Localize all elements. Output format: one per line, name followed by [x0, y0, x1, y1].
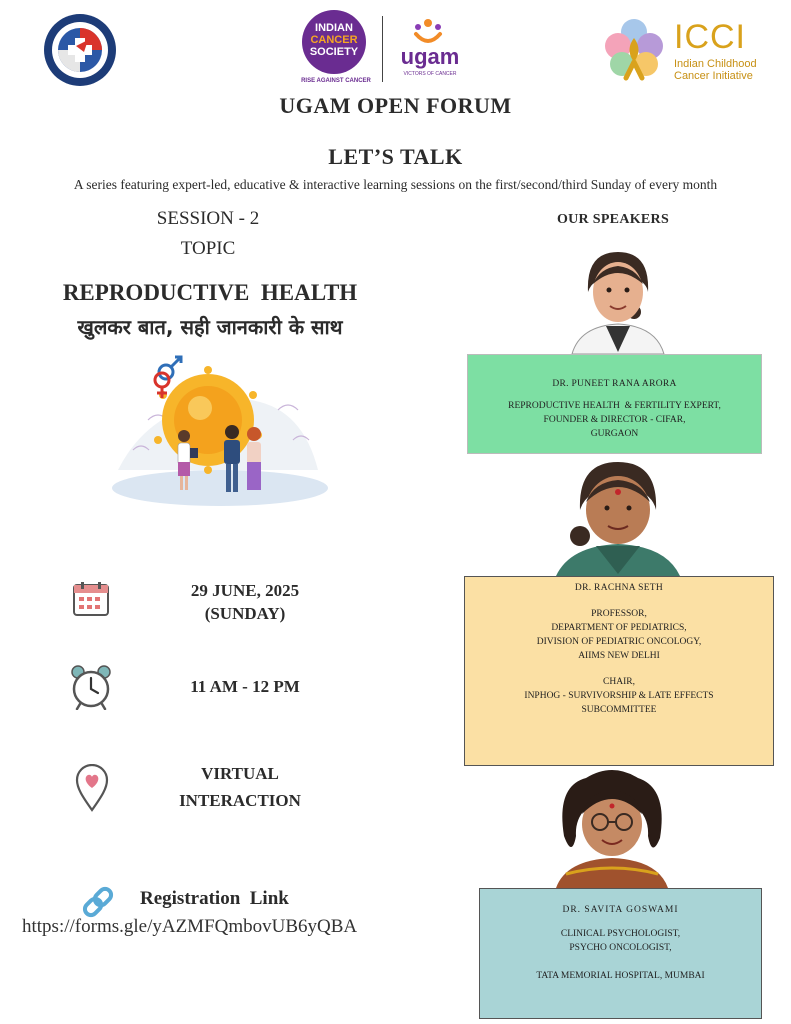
ugam-logo — [392, 18, 468, 82]
speaker-3-line-4: TATA MEMORIAL HOSPITAL, MUMBAI — [536, 971, 705, 981]
speaker-1-line-1: REPRODUCTIVE HEALTH & FERTILITY EXPERT, — [508, 401, 721, 411]
location-heart-icon — [74, 764, 110, 812]
session-number: SESSION - 2 — [156, 208, 260, 229]
speaker-2-line-7: INPHOG - SURVIVORSHIP & LATE EFFECTS — [524, 691, 714, 701]
speaker-2-name: DR. RACHNA SETH — [574, 583, 664, 593]
alarm-clock-icon — [70, 664, 112, 710]
event-date: 29 JUNE, 2025 — [190, 581, 300, 600]
ics-line2: CANCER — [310, 34, 358, 46]
icci-flower-icon — [600, 16, 668, 84]
indian-cancer-society-logo — [298, 8, 376, 92]
ugam-tagline: VICTORS OF CANCER — [403, 71, 457, 77]
icci-abbr: ICCI — [674, 18, 746, 56]
lets-talk-heading: LET’S TALK — [328, 144, 463, 169]
speaker-3-avatar — [556, 766, 668, 888]
speaker-2-line-3: DIVISION OF PEDIATRIC ONCOLOGY, — [536, 637, 702, 647]
topic-hindi: खुलकर बात, सही जानकारी के साथ — [77, 315, 343, 339]
speaker-1-line-3: GURGAON — [590, 429, 639, 439]
speaker-1-avatar — [566, 248, 670, 354]
ics-line1: INDIAN — [315, 22, 353, 34]
speaker-3-line-1: CLINICAL PSYCHOLOGIST, — [560, 929, 681, 939]
ugam-name: ugam — [400, 44, 460, 69]
speakers-heading: OUR SPEAKERS — [556, 212, 670, 227]
icci-logo — [600, 16, 772, 84]
icci-line2: Cancer Initiative — [674, 70, 753, 82]
forum-title: UGAM OPEN FORUM — [279, 93, 512, 118]
speaker-1-name: DR. PUNEET RANA ARORA — [552, 379, 677, 389]
speaker-2-line-4: AIIMS NEW DELHI — [578, 651, 660, 661]
speaker-2-line-1: PROFESSOR, — [591, 609, 647, 619]
reproductive-health-illustration-icon — [108, 350, 330, 514]
speaker-2-line-6: CHAIR, — [603, 677, 635, 687]
icci-line1: Indian Childhood — [674, 58, 757, 70]
ics-line3: SOCIETY — [309, 46, 359, 58]
tata-memorial-emblem-icon — [42, 12, 118, 88]
speaker-1-line-2: FOUNDER & DIRECTOR - CIFAR, — [543, 415, 686, 425]
speaker-2-line-8: SUBCOMMITTEE — [581, 705, 657, 715]
event-day: (SUNDAY) — [204, 604, 286, 623]
registration-link[interactable]: https://forms.gle/yAZMFQmbovUB6yQBA — [22, 916, 358, 937]
calendar-icon — [72, 580, 110, 618]
mode-line2: INTERACTION — [179, 791, 301, 810]
tata-memorial-logo — [42, 12, 118, 88]
registration-label: Registration Link — [140, 888, 289, 909]
reproductive-health-illustration — [108, 350, 330, 514]
speaker-card-1 — [467, 354, 762, 454]
logo-divider — [382, 16, 383, 82]
speaker-card-3 — [479, 888, 762, 1019]
speaker-2-avatar — [556, 456, 680, 576]
link-icon — [80, 884, 116, 920]
topic-label: TOPIC — [180, 238, 236, 259]
series-description: A series featuring expert-led, educative & interactive learning sessions on the first/second/third Sunday of every month — [73, 177, 718, 192]
event-time: 11 AM - 12 PM — [190, 677, 300, 696]
speaker-3-name: DR. SAVITA GOSWAMI — [562, 905, 679, 915]
mode-line1: VIRTUAL — [201, 764, 279, 783]
topic-title: REPRODUCTIVE HEALTH — [62, 280, 358, 305]
ics-tagline: RISE AGAINST CANCER — [301, 78, 371, 84]
speaker-2-line-2: DEPARTMENT OF PEDIATRICS, — [551, 623, 687, 633]
speaker-card-2 — [464, 576, 774, 766]
speaker-3-line-2: PSYCHO ONCOLOGIST, — [569, 943, 672, 953]
